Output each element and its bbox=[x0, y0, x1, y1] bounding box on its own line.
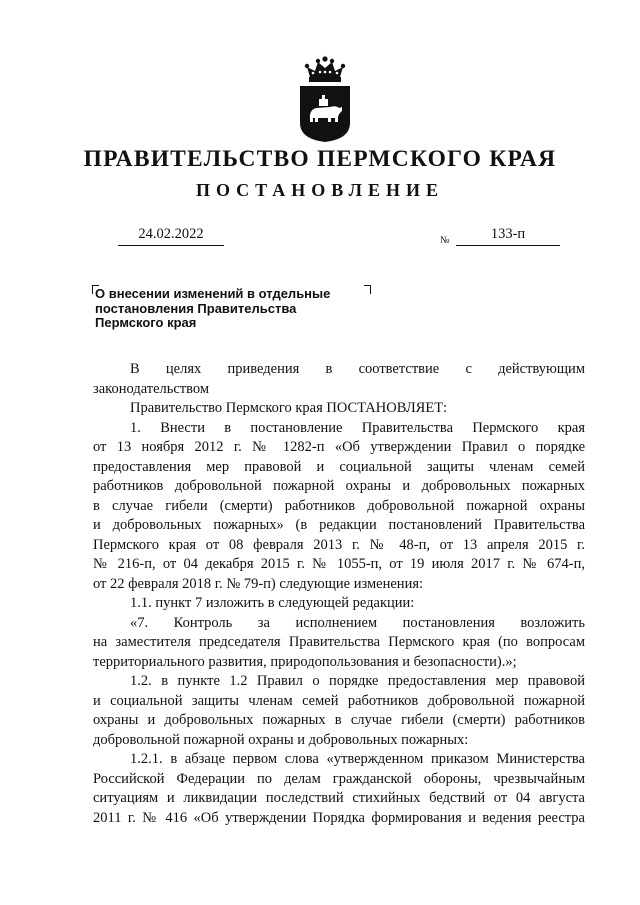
body-line: Пермского края от 08 февраля 2013 г. № 48-п, от 13 апреля 2015 г. bbox=[93, 536, 585, 553]
body-line: № 216-п, от 04 декабря 2015 г. № 1055-п, от 19 июля 2017 г. № 674-п, bbox=[93, 556, 585, 572]
coat-of-arms-icon bbox=[296, 55, 354, 143]
body-line: территориального развития, природопользования и безопасности).»; bbox=[93, 653, 517, 670]
subject-line: Пермского края bbox=[95, 315, 197, 330]
body-line: законодательством bbox=[93, 380, 210, 397]
subject-line: О внесении изменений в отдельные bbox=[95, 286, 331, 301]
body-line: В целях приведения в соответствие с действующим bbox=[130, 361, 585, 377]
body-line: охраны и добровольных пожарных в случае гибели (смерти) работников bbox=[93, 712, 585, 728]
body-line: работников добровольной пожарной охраны и добровольных пожарных bbox=[93, 478, 585, 494]
document-date: 24.02.2022 bbox=[118, 226, 224, 246]
government-title: ПРАВИТЕЛЬСТВО ПЕРМСКОГО КРАЯ bbox=[83, 146, 557, 172]
body-line: на заместителя председателя Правительства Пермского края (по вопросам bbox=[93, 634, 585, 650]
subject-line: постановления Правительства bbox=[95, 300, 297, 316]
number-sign: № bbox=[440, 235, 450, 246]
body-line: 1.1. пункт 7 изложить в следующей редакции: bbox=[130, 595, 415, 611]
body-line: 2011 г. № 416 «Об утверждении Порядка формирования и ведения реестра bbox=[93, 809, 585, 826]
body-line: 1. Внести в постановление Правительства Пермского края bbox=[130, 419, 585, 436]
body-line: «7. Контроль за исполнением постановления возложить bbox=[130, 614, 585, 631]
body-line: предоставления мер правовой и социальной защиты членам семей bbox=[93, 458, 585, 475]
subject-corner-right bbox=[364, 285, 371, 294]
body-line: ситуациям и ликвидации последствий стихийных бедствий от 04 августа bbox=[93, 790, 585, 806]
body-line: Правительство Пермского края ПОСТАНОВЛЯЕТ: bbox=[130, 400, 448, 416]
document-type: ПОСТАНОВЛЕНИЕ bbox=[195, 180, 445, 200]
document-body bbox=[93, 360, 585, 828]
document-number: 133-п bbox=[456, 226, 560, 246]
body-line: 1.2. в пункте 1.2 Правил о порядке предоставления мер правовой bbox=[130, 673, 585, 689]
body-line: от 13 ноября 2012 г. № 1282-п «Об утверждении Правил о порядке bbox=[93, 439, 585, 455]
body-line: добровольной пожарной охраны и добровольных пожарных: bbox=[93, 731, 469, 748]
body-line: Российской Федерации по делам гражданской обороны, чрезвычайным bbox=[93, 770, 585, 787]
body-line: от 22 февраля 2018 г. № 79-п) следующие изменения: bbox=[93, 575, 424, 592]
document-subject bbox=[95, 287, 365, 331]
body-line: 1.2.1. в абзаце первом слова «утвержденном приказом Министерства bbox=[130, 751, 585, 767]
body-line: и социальной защиты членам семей работников добровольной пожарной bbox=[93, 692, 585, 709]
body-line: в случае гибели (смерти) работников добровольной пожарной охраны bbox=[93, 497, 585, 514]
body-line: и добровольных пожарных» (в редакции постановлений Правительства bbox=[93, 517, 585, 533]
